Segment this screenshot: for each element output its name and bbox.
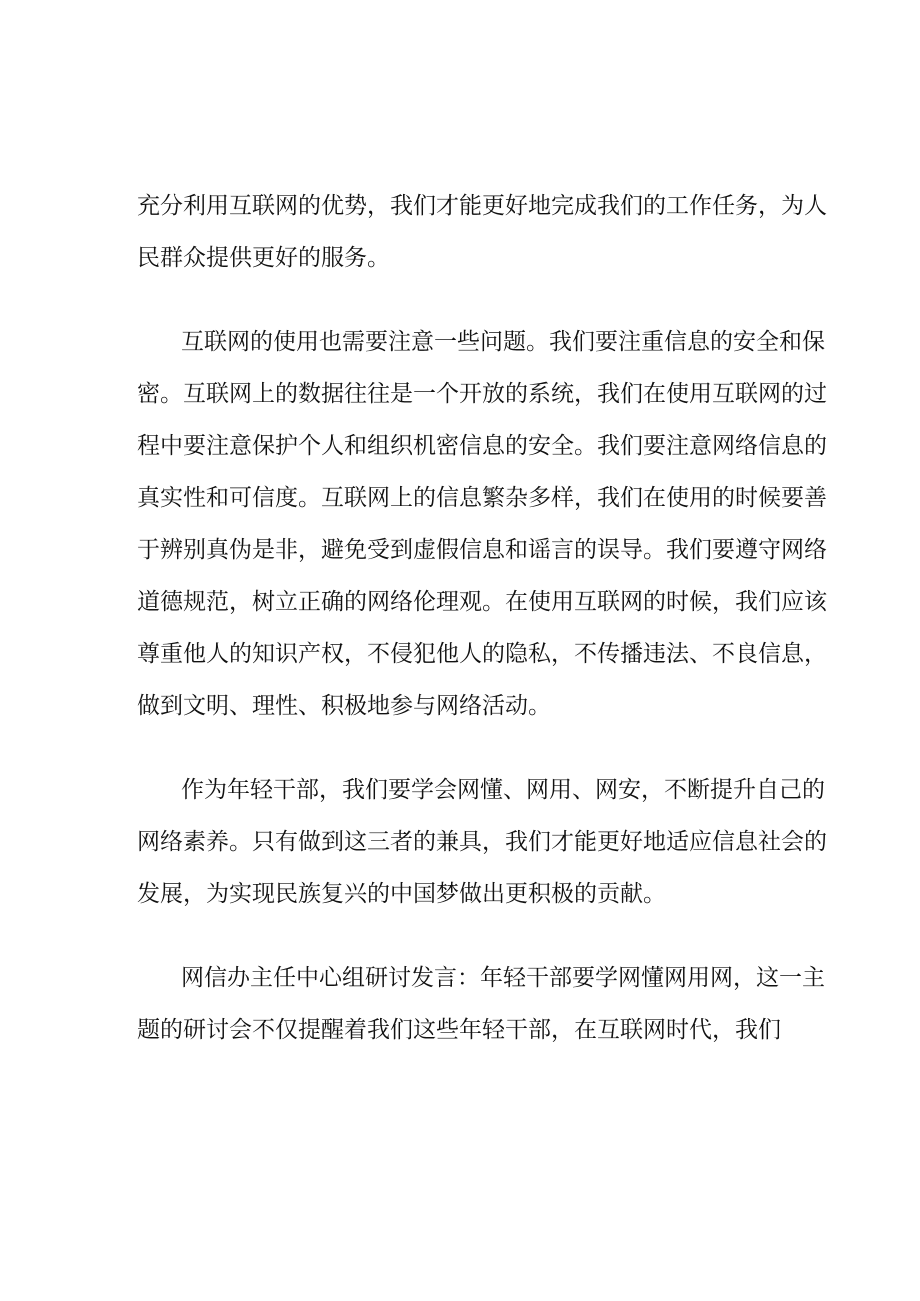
text-line: 真实性和可信度。互联网上的信息繁杂多样，我们在使用的时候要善 <box>137 485 827 511</box>
text-line: 尊重他人的知识产权，不侵犯他人的隐私，不传播违法、不良信息， <box>137 641 827 667</box>
text-line: 做到文明、理性、积极地参与网络活动。 <box>137 693 551 719</box>
text-line: 密。互联网上的数据往往是一个开放的系统，我们在使用互联网的过 <box>137 381 827 407</box>
text-line: 道德规范，树立正确的网络伦理观。在使用互联网的时候，我们应该 <box>137 589 827 615</box>
paragraph-2 <box>137 316 827 732</box>
document-body <box>137 180 827 1088</box>
text-line: 作为年轻干部，我们要学会网懂、网用、网安，不断提升自己的 <box>181 777 825 803</box>
text-line: 发展，为实现民族复兴的中国梦做出更积极的贡献。 <box>137 881 666 907</box>
text-line: 程中要注意保护个人和组织机密信息的安全。我们要注意网络信息的 <box>137 433 827 459</box>
text-line: 民群众提供更好的服务。 <box>137 245 390 271</box>
text-line: 题的研讨会不仅提醒着我们这些年轻干部，在互联网时代，我们 <box>137 1017 781 1043</box>
text-line: 网络素养。只有做到这三者的兼具，我们才能更好地适应信息社会的 <box>137 829 827 855</box>
text-line: 于辨别真伪是非，避免受到虚假信息和谣言的误导。我们要遵守网络 <box>137 537 827 563</box>
text-line: 充分利用互联网的优势，我们才能更好地完成我们的工作任务，为人 <box>137 193 827 219</box>
text-line: 互联网的使用也需要注意一些问题。我们要注重信息的安全和保 <box>181 329 825 355</box>
paragraph-3 <box>137 764 827 920</box>
paragraph-4 <box>137 952 825 1056</box>
text-line: 网信办主任中心组研讨发言：年轻干部要学网懂网用网，这一主 <box>181 965 825 991</box>
paragraph-1 <box>137 180 827 284</box>
